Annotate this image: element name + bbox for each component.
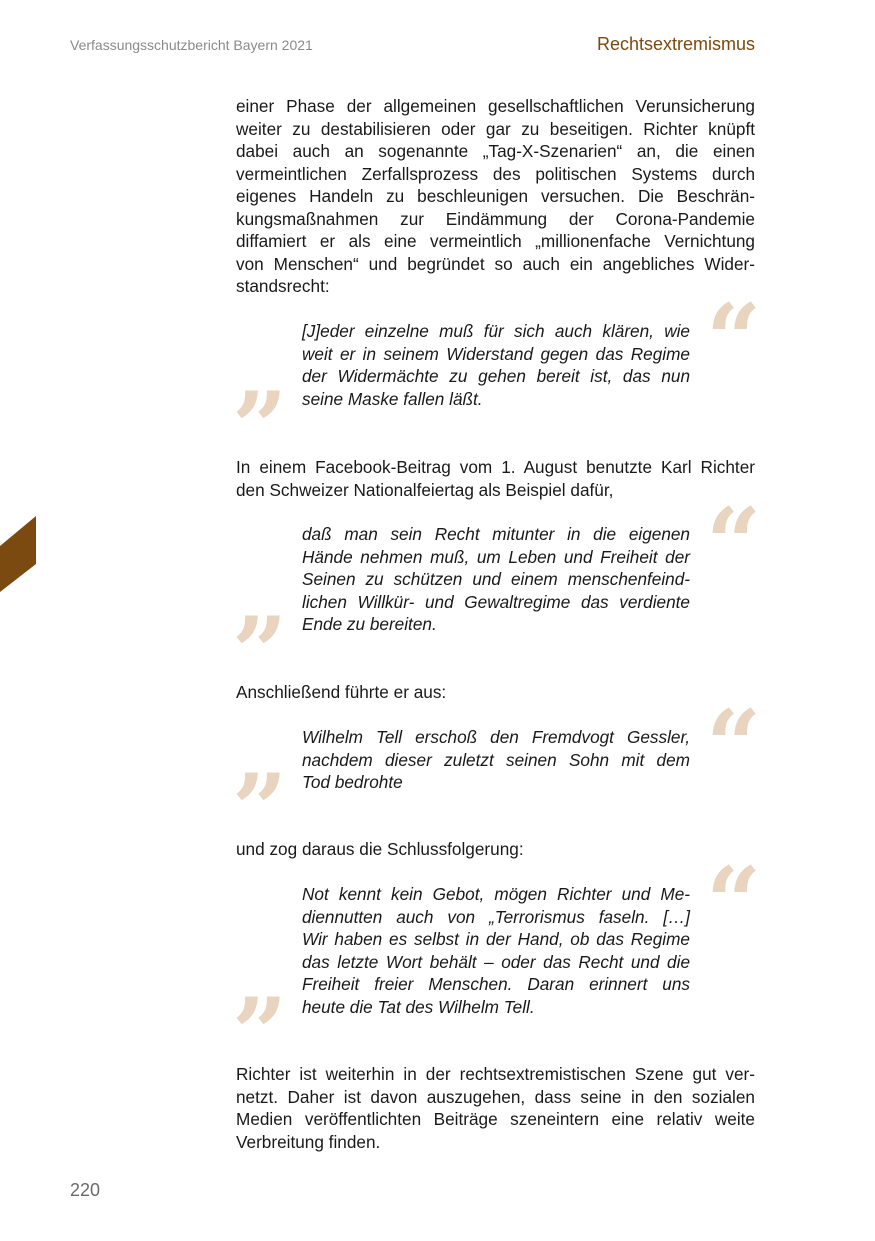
quote-line: [J]eder einzelne muß für sich auch klären, wie [302,321,690,341]
text-line: Verbreitung finden. [236,1131,381,1152]
quote-line: Wir haben es selbst in der Hand, ob das Regime [302,929,690,949]
text-line: von Menschen“ und begründet so auch ein angebliches Wider- [236,253,755,274]
blockquote-1 [302,320,690,410]
body-paragraph-3 [236,681,755,704]
text-line: dabei auch an sogenannte „Tag-X-Szenarien“ an, die einen [236,141,755,161]
blockquote-2 [302,523,690,636]
close-quote-icon: ” [232,753,288,866]
quote-line: heute die Tat des Wilhelm Tell. [302,996,535,1017]
text-line: diffamiert er als eine vermeintlich „millionenfache Vernichtung [236,231,755,251]
body-paragraph-1 [236,95,755,298]
text-line: den Schweizer Nationalfeiertag als Beispiel dafür, [236,479,614,500]
quote-line: Freiheit freier Menschen. Daran erinnert uns [302,974,690,994]
quote-line: nachdem dieser zuletzt seinen Sohn mit dem [302,749,690,770]
running-header-section: Rechtsextremismus [596,34,755,54]
close-quote-icon: ” [232,371,288,484]
quote-line: das letzte Wort behält – oder das Recht und die [302,951,690,972]
text-line: vermeintlichen Zerfallsprozess des politischen Systems durch [236,163,755,184]
body-paragraph-5 [236,1063,755,1153]
text-line: einer Phase der allgemeinen gesellschaftlichen Verunsicherung [236,96,755,116]
close-quote-icon: ” [232,977,288,1090]
text-line: kungsmaßnahmen zur Eindämmung der Corona-Pandemie [236,208,755,229]
section-tab-marker [0,516,36,592]
quote-line: Tod bedrohte [302,772,403,792]
blockquote-4 [302,883,690,1018]
quote-line: Hände nehmen muß, um Leben und Freiheit der [302,546,690,567]
blockquote-3 [302,726,690,794]
text-line: weiter zu destabilisieren oder gar zu beseitigen. Richter knüpft [236,118,755,139]
open-quote-icon: “ [706,689,762,802]
close-quote-icon: ” [232,596,288,709]
open-quote-icon: “ [706,487,762,600]
quote-line: daß man sein Recht mitunter in die eigenen [302,524,690,544]
quote-line: lichen Willkür- und Gewaltregime das verdiente [302,591,690,612]
text-line: In einem Facebook-Beitrag vom 1. August benutzte Karl Richter [236,457,755,477]
quote-line: Ende zu bereiten. [302,614,437,634]
page-number: 220 [70,1180,101,1200]
quote-line: Not kennt kein Gebot, mögen Richter und Me- [302,884,690,904]
text-line: standsrecht: [236,276,330,296]
quote-line: Wilhelm Tell erschoß den Fremdvogt Gessler, [302,727,690,747]
text-line: Richter ist weiterhin in der rechtsextremistischen Szene gut ver- [236,1064,755,1084]
running-header-publication: Verfassungsschutzbericht Bayern 2021 [70,37,313,53]
text-line: Anschließend führte er aus: [236,682,447,702]
quote-line: Seinen zu schützen und einem menschenfeind- [302,569,690,589]
quote-line: diennutten auch von „Terrorismus faseln. […] [302,906,690,927]
text-line: netzt. Daher ist davon auszugehen, dass seine in den sozialen [236,1086,755,1107]
open-quote-icon: “ [706,283,762,396]
text-line: eigenes Handeln zu beschleunigen versuchen. Die Beschrän- [236,186,755,206]
open-quote-icon: “ [706,846,762,959]
quote-line: der Widermächte zu gehen bereit ist, das nun [302,366,690,386]
quote-line: seine Maske fallen läßt. [302,388,483,409]
text-line: und zog daraus die Schlussfolgerung: [236,839,524,859]
quote-line: weit er in seinem Widerstand gegen das Regime [302,343,690,364]
body-paragraph-2 [236,456,755,501]
text-line: Medien veröffentlichten Beiträge szeneintern eine relativ weite [236,1109,755,1129]
body-paragraph-4 [236,838,755,861]
